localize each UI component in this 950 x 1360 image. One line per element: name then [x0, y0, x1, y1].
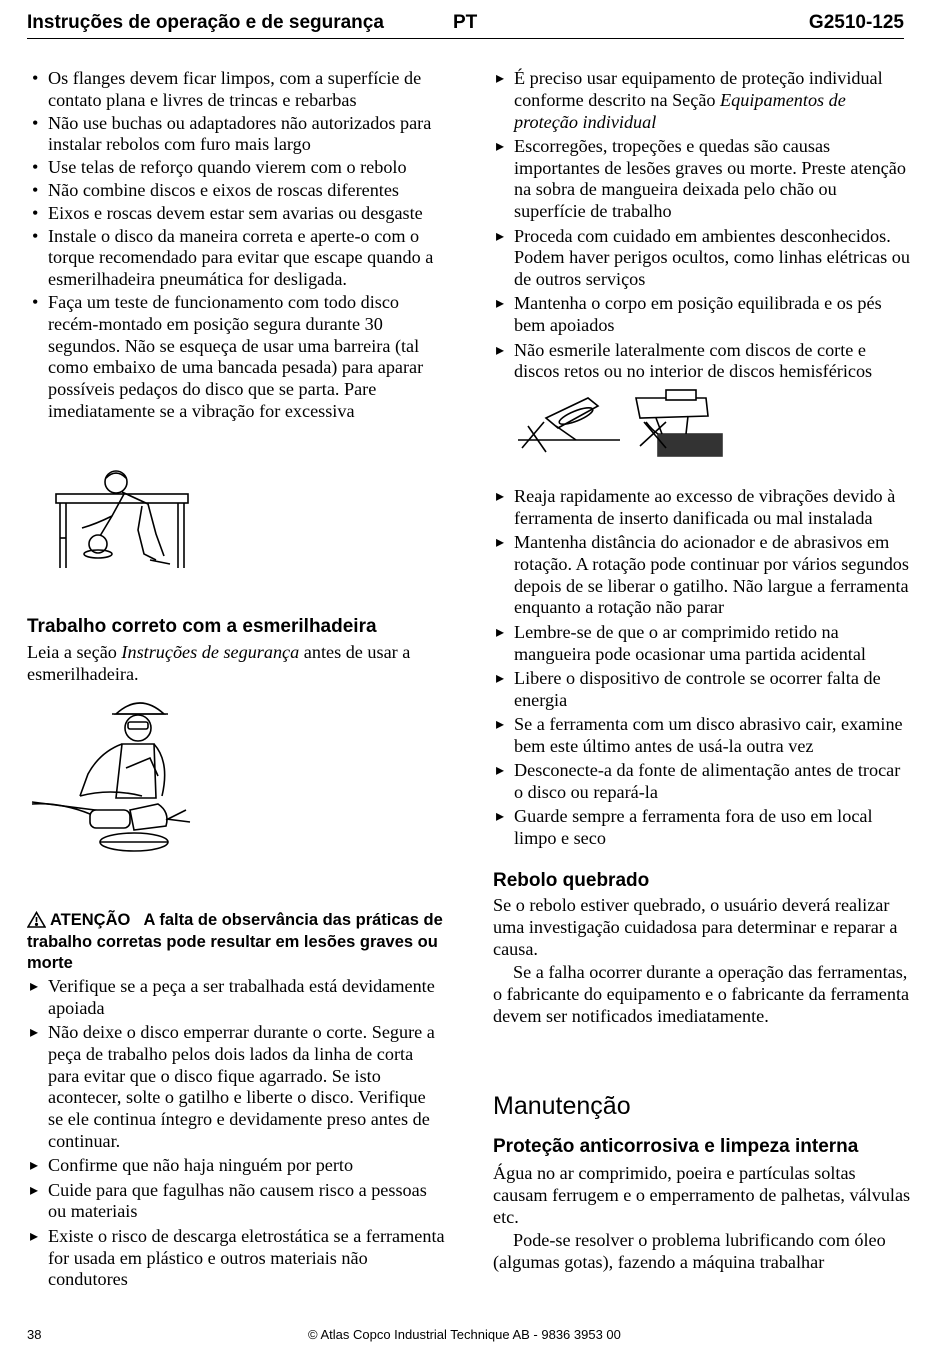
intro-text-end: antes de usar a esmerilhadeira. — [27, 642, 411, 684]
list-item: ▸ Lembre-se de que o ar comprimido retido na mangueira pode ocasionar uma partida acidental — [493, 622, 911, 666]
bench-barrier-illustration — [52, 464, 192, 574]
list-item: • Faça um teste de funcionamento com todo disco recém-montado em posição segura durante 30 segundos. Não se esqueça de usar uma barreira (tal como embaixo de uma bancada pesada) para aparar possíveis pedaços do disco que se parta. Pare imediatamente se a vibração for excessiva — [27, 292, 445, 423]
warning-text: A falta de observância das práticas de trabalho corretas pode resultar em lesões graves ou morte — [27, 911, 443, 972]
broken-wheel-title: Rebolo quebrado — [493, 870, 650, 891]
list-item — [493, 68, 911, 133]
list-item: • Use telas de reforço quando vierem com o rebolo — [27, 157, 445, 179]
doc-title: Instruções de operação e de segurança — [27, 12, 384, 33]
language-code: PT — [453, 12, 478, 33]
list-item: • Eixos e roscas devem estar sem avarias ou desgaste — [27, 203, 445, 225]
paragraph: Água no ar comprimido, poeira e partículas soltas causam ferrugem e o emperramento de palhetas, válvulas etc. — [493, 1163, 911, 1227]
intro-text: Leia a seção — [27, 642, 122, 662]
list-item: ▸ Não deixe o disco emperrar durante o corte. Segure a peça de trabalho pelos dois lados da linha de corta para evitar que o disco fique agarrado. Se isto acontecer, solte o gatilho e liberte o disco. Verifique se ele continua íntegro e devidamente preso antes de continuar. — [27, 1022, 445, 1153]
flange-bullet-list — [27, 68, 445, 424]
list-item: ▸ Mantenha distância do acionador e de abrasivos em rotação. A rotação pode continuar por vários segundos depois de se liberar o gatilho. Não largue a ferramenta enquanto a rotação não parar — [493, 532, 911, 619]
list-item: ▸ Mantenha o corpo em posição equilibrada e os pés bem apoiados — [493, 293, 911, 337]
ppe-reference: Equipamentos de proteção individual — [514, 89, 846, 132]
safety-list-bottom — [493, 486, 911, 852]
warning-label: ATENÇÃO — [49, 911, 131, 929]
broken-wheel-text — [493, 895, 911, 1028]
list-item: ▸ Cuide para que fagulhas não causem risco a pessoas ou materiais — [27, 1180, 445, 1224]
list-item: ▸ Confirme que não haja ninguém por perto — [27, 1155, 445, 1177]
list-item: ▸ Libere o dispositivo de controle se ocorrer falta de energia — [493, 668, 911, 712]
paragraph: Pode-se resolver o problema lubrificando com óleo (algumas gotas), fazendo a máquina trabalhar — [493, 1230, 886, 1273]
page-header — [27, 10, 904, 39]
list-item: ▸ Escorregões, tropeções e quedas são causas importantes de lesões graves ou morte. Preste atenção na sobra de mangueira deixada pelo chão ou superfície de trabalho — [493, 136, 911, 223]
list-item: ▸ Proceda com cuidado em ambientes desconhecidos. Podem haver perigos ocultos, como linhas elétricas ou de outros serviços — [493, 226, 911, 291]
section-intro — [27, 642, 445, 686]
list-item: ▸ Desconecte-a da fonte de alimentação antes de trocar o disco ou repará-la — [493, 760, 911, 804]
warning-triangle-icon — [27, 911, 46, 928]
list-item: • Os flanges devem ficar limpos, com a superfície de contato plana e livres de trincas e rebarbas — [27, 68, 445, 112]
list-item: • Instale o disco da maneira correta e aperte-o com o torque recomendado para evitar que escape quando a esmerilhadeira pneumática for desligada. — [27, 226, 445, 291]
page-number: 38 — [27, 1327, 42, 1342]
safety-list-top — [493, 68, 911, 386]
list-item: • Não combine discos e eixos de roscas diferentes — [27, 180, 445, 202]
corrosion-title: Proteção anticorrosiva e limpeza interna — [493, 1136, 859, 1157]
warning-heading — [27, 910, 445, 975]
corrosion-text — [493, 1163, 911, 1274]
list-item: ▸ Reaja rapidamente ao excesso de vibrações devido à ferramenta de inserto danificada ou mal instalada — [493, 486, 911, 530]
warning-list — [27, 976, 445, 1294]
ppe-text: É preciso usar equipamento de proteção individual conforme descrito na Seção — [514, 68, 883, 110]
list-item: ▸ Guarde sempre a ferramenta fora de uso em local limpo e seco — [493, 806, 911, 850]
list-item: ▸ Verifique se a peça a ser trabalhada está devidamente apoiada — [27, 976, 445, 1020]
paragraph: Se a falha ocorrer durante a operação das ferramentas, o fabricante do equipamento e o fabricante da ferramenta devem ser notificados imediatamente. — [493, 962, 910, 1026]
paragraph: Se o rebolo estiver quebrado, o usuário deverá realizar uma investigação cuidadosa para determinar e reparar a causa. — [493, 895, 898, 959]
section-title-correct-work: Trabalho correto com a esmerilhadeira — [27, 616, 377, 637]
side-grinding-prohibited-illustration — [516, 382, 726, 458]
list-item: • Não use buchas ou adaptadores não autorizados para instalar rebolos com furo mais largo — [27, 113, 445, 157]
grinder-worker-illustration — [30, 692, 195, 882]
list-item: ▸ Não esmerile lateralmente com discos de corte e discos retos ou no interior de discos hemisféricos — [493, 340, 911, 384]
model-number: G2510-125 — [808, 12, 904, 33]
footer-copyright: © Atlas Copco Industrial Technique AB - 9836 3953 00 — [308, 1327, 621, 1342]
intro-reference: Instruções de segurança — [121, 642, 300, 662]
maintenance-title: Manutenção — [493, 1092, 631, 1120]
list-item: ▸ Existe o risco de descarga eletrostática se a ferramenta for usada em plástico e outros materiais não condutores — [27, 1226, 445, 1291]
list-item: ▸ Se a ferramenta com um disco abrasivo cair, examine bem este último antes de usá-la outra vez — [493, 714, 911, 758]
